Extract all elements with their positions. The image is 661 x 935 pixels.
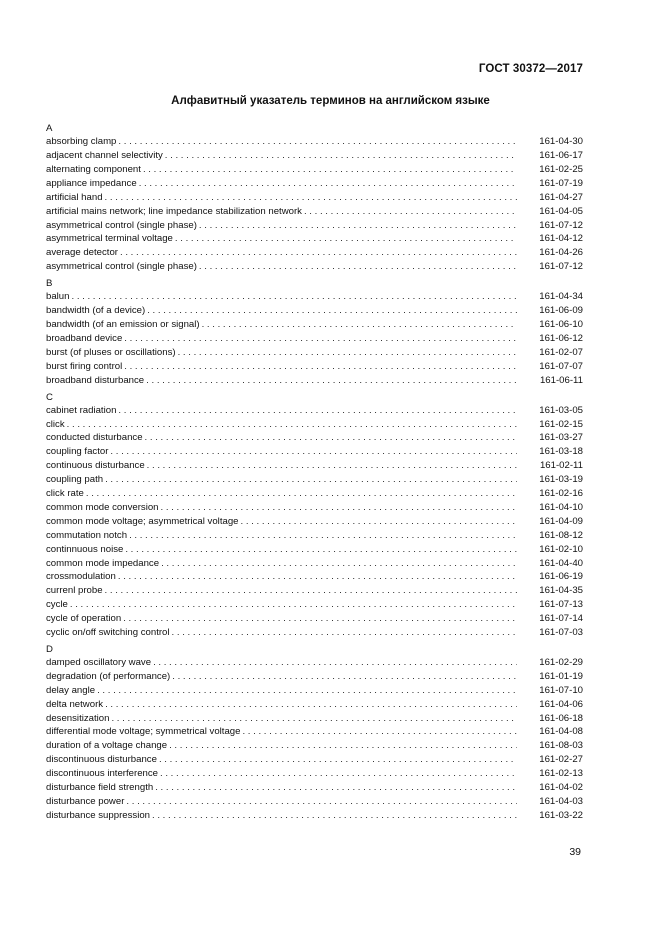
- dot-leader: [241, 515, 518, 529]
- dot-leader: [105, 473, 517, 487]
- alphabetical-index: [46, 119, 583, 823]
- entry-term: discontinuous disturbance: [46, 754, 157, 766]
- entry-code: 161-03-05: [539, 404, 583, 416]
- entry-code: 161-02-16: [539, 488, 583, 500]
- dot-leader: [139, 177, 517, 191]
- entry-term: currenl probe: [46, 585, 103, 597]
- dot-leader: [153, 656, 517, 670]
- entry-code: 161-02-13: [539, 768, 583, 780]
- entry-code: 161-02-25: [539, 163, 583, 175]
- index-entry: [46, 219, 583, 233]
- dot-leader: [118, 570, 517, 584]
- index-entry: [46, 473, 583, 487]
- dot-leader: [175, 232, 517, 246]
- entry-term: cycle: [46, 599, 68, 611]
- entry-code: 161-07-12: [539, 261, 583, 273]
- index-section: [46, 119, 583, 274]
- entry-code: 161-06-11: [539, 374, 583, 386]
- entry-code: 161-07-03: [539, 626, 583, 638]
- dot-leader: [199, 260, 517, 274]
- dot-leader: [118, 404, 517, 418]
- entry-term: duration of a voltage change: [46, 740, 168, 752]
- entry-term: appliance impedance: [46, 177, 137, 189]
- entry-term: coupling factor: [46, 446, 109, 458]
- entry-term: asymmetrical terminal voltage: [46, 233, 173, 245]
- index-entry: [46, 529, 583, 543]
- entry-term: cycle of operation: [46, 613, 122, 625]
- entry-term: continuous disturbance: [46, 460, 145, 472]
- index-entry: [46, 543, 583, 557]
- dot-leader: [97, 684, 517, 698]
- index-entry: [46, 232, 583, 246]
- entry-term: artificial hand: [46, 191, 103, 203]
- index-entry: [46, 487, 583, 501]
- entry-term: continnuous noise: [46, 543, 124, 555]
- index-entry: [46, 346, 583, 360]
- entry-code: 161-02-15: [539, 418, 583, 430]
- index-entry: [46, 753, 583, 767]
- index-entry: [46, 501, 583, 515]
- entry-code: 161-08-12: [539, 529, 583, 541]
- entry-code: 161-04-30: [539, 136, 583, 148]
- entry-term: bandwidth (of an emission or signal): [46, 319, 200, 331]
- dot-leader: [126, 795, 517, 809]
- dot-leader: [105, 191, 517, 205]
- index-section: [46, 640, 583, 823]
- index-entry: [46, 781, 583, 795]
- document-code: ГОСТ 30372—2017: [478, 63, 583, 75]
- index-entry: [46, 205, 583, 219]
- dot-leader: [147, 304, 517, 318]
- entry-code: 161-07-19: [539, 177, 583, 189]
- entry-code: 161-06-09: [539, 305, 583, 317]
- index-entry: [46, 584, 583, 598]
- dot-leader: [129, 529, 517, 543]
- entry-code: 161-04-08: [539, 726, 583, 738]
- dot-leader: [155, 781, 517, 795]
- entry-code: 161-06-17: [539, 150, 583, 162]
- entry-term: coupling path: [46, 474, 104, 486]
- entry-term: click rate: [46, 488, 84, 500]
- entry-term: discontinuous interference: [46, 768, 158, 780]
- section-letter: B: [46, 278, 53, 290]
- index-entry: [46, 191, 583, 205]
- entry-term: balun: [46, 291, 70, 303]
- entry-term: degradation (of performance): [46, 670, 171, 682]
- dot-leader: [160, 767, 517, 781]
- index-entry: [46, 374, 583, 388]
- dot-leader: [178, 346, 517, 360]
- entry-term: alternating component: [46, 163, 141, 175]
- entry-code: 161-04-40: [539, 557, 583, 569]
- index-entry: [46, 515, 583, 529]
- index-entry: [46, 725, 583, 739]
- entry-term: conducted disturbance: [46, 432, 143, 444]
- dot-leader: [161, 557, 517, 571]
- entry-term: common mode conversion: [46, 501, 159, 513]
- index-entry: [46, 767, 583, 781]
- index-entry: [46, 739, 583, 753]
- index-entry: [46, 795, 583, 809]
- index-section: [46, 274, 583, 387]
- page-number: 39: [569, 846, 581, 858]
- index-entry: [46, 304, 583, 318]
- dot-leader: [172, 670, 517, 684]
- index-section: [46, 388, 583, 640]
- entry-term: cyclic on/off switching control: [46, 626, 170, 638]
- entry-term: common mode impedance: [46, 557, 160, 569]
- dot-leader: [146, 374, 517, 388]
- entry-code: 161-04-10: [539, 501, 583, 513]
- dot-leader: [110, 445, 517, 459]
- dot-leader: [145, 431, 517, 445]
- entry-term: delay angle: [46, 684, 96, 696]
- entry-code: 161-04-02: [539, 782, 583, 794]
- index-entry: [46, 431, 583, 445]
- entry-code: 161-06-10: [539, 319, 583, 331]
- index-entry: [46, 418, 583, 432]
- entry-code: 161-03-22: [539, 809, 583, 821]
- entry-term: asymmetrical control (single phase): [46, 219, 197, 231]
- entry-code: 161-01-19: [539, 670, 583, 682]
- entry-code: 161-07-12: [539, 219, 583, 231]
- index-entry: [46, 712, 583, 726]
- entry-term: click: [46, 418, 65, 430]
- entry-code: 161-06-18: [539, 712, 583, 724]
- entry-term: broadband disturbance: [46, 374, 145, 386]
- entry-term: crossmodulation: [46, 571, 116, 583]
- section-letter: D: [46, 643, 53, 655]
- entry-code: 161-04-27: [539, 191, 583, 203]
- index-entry: [46, 445, 583, 459]
- entry-code: 161-03-18: [539, 446, 583, 458]
- entry-code: 161-08-03: [539, 740, 583, 752]
- dot-leader: [304, 205, 517, 219]
- entry-code: 161-04-05: [539, 205, 583, 217]
- entry-code: 161-07-14: [539, 613, 583, 625]
- page-title: Алфавитный указатель терминов на английском языке: [171, 95, 490, 107]
- entry-term: desensitization: [46, 712, 110, 724]
- index-entry: [46, 698, 583, 712]
- entry-term: artificial mains network; line impedance stabilization network: [46, 205, 302, 217]
- index-entry: [46, 626, 583, 640]
- dot-leader: [124, 360, 517, 374]
- index-entry: [46, 149, 583, 163]
- dot-leader: [169, 739, 517, 753]
- index-entry: [46, 135, 583, 149]
- entry-code: 161-06-19: [539, 571, 583, 583]
- dot-leader: [105, 698, 517, 712]
- entry-code: 161-04-12: [539, 233, 583, 245]
- dot-leader: [152, 809, 517, 823]
- dot-leader: [125, 543, 517, 557]
- dot-leader: [242, 725, 517, 739]
- index-entry: [46, 163, 583, 177]
- dot-leader: [161, 501, 517, 515]
- entry-code: 161-04-09: [539, 515, 583, 527]
- index-entry: [46, 177, 583, 191]
- index-entry: [46, 260, 583, 274]
- entry-term: commutation notch: [46, 529, 128, 541]
- dot-leader: [86, 487, 517, 501]
- entry-term: common mode voltage; asymmetrical voltage: [46, 515, 239, 527]
- entry-code: 161-02-29: [539, 657, 583, 669]
- entry-term: asymmetrical control (single phase): [46, 261, 197, 273]
- entry-term: adjacent channel selectivity: [46, 150, 163, 162]
- entry-term: delta network: [46, 698, 104, 710]
- entry-term: bandwidth (of a device): [46, 305, 146, 317]
- entry-code: 161-02-07: [539, 346, 583, 358]
- entry-code: 161-03-19: [539, 474, 583, 486]
- dot-leader: [202, 318, 517, 332]
- index-entry: [46, 570, 583, 584]
- entry-term: cabinet radiation: [46, 404, 117, 416]
- dot-leader: [105, 584, 517, 598]
- section-letter: C: [46, 391, 53, 403]
- entry-code: 161-07-13: [539, 599, 583, 611]
- index-entry: [46, 598, 583, 612]
- entry-term: disturbance suppression: [46, 809, 150, 821]
- entry-code: 161-02-27: [539, 754, 583, 766]
- entry-code: 161-07-07: [539, 360, 583, 372]
- entry-code: 161-04-26: [539, 247, 583, 259]
- entry-code: 161-04-06: [539, 698, 583, 710]
- entry-term: absorbing clamp: [46, 136, 117, 148]
- entry-term: damped oscillatory wave: [46, 657, 152, 669]
- entry-code: 161-02-10: [539, 543, 583, 555]
- dot-leader: [199, 219, 517, 233]
- entry-code: 161-06-12: [539, 332, 583, 344]
- entry-term: burst (of pluses or oscillations): [46, 346, 176, 358]
- dot-leader: [124, 332, 517, 346]
- dot-leader: [165, 149, 517, 163]
- dot-leader: [123, 612, 517, 626]
- index-entry: [46, 360, 583, 374]
- index-entry: [46, 332, 583, 346]
- index-entry: [46, 404, 583, 418]
- dot-leader: [71, 290, 517, 304]
- entry-code: 161-04-03: [539, 795, 583, 807]
- dot-leader: [172, 626, 517, 640]
- entry-term: burst firing control: [46, 360, 123, 372]
- dot-leader: [118, 135, 517, 149]
- index-entry: [46, 670, 583, 684]
- index-entry: [46, 612, 583, 626]
- index-entry: [46, 656, 583, 670]
- dot-leader: [111, 712, 517, 726]
- entry-code: 161-07-10: [539, 684, 583, 696]
- dot-leader: [120, 246, 517, 260]
- index-entry: [46, 684, 583, 698]
- index-entry: [46, 290, 583, 304]
- entry-code: 161-03-27: [539, 432, 583, 444]
- dot-leader: [70, 598, 517, 612]
- index-entry: [46, 246, 583, 260]
- index-entry: [46, 809, 583, 823]
- entry-term: average detector: [46, 247, 118, 259]
- entry-code: 161-04-34: [539, 291, 583, 303]
- entry-code: 161-04-35: [539, 585, 583, 597]
- dot-leader: [147, 459, 517, 473]
- section-letter: A: [46, 123, 53, 134]
- entry-term: broadband device: [46, 332, 123, 344]
- entry-code: 161-02-11: [539, 460, 583, 472]
- dot-leader: [67, 418, 517, 432]
- dot-leader: [159, 753, 517, 767]
- dot-leader: [143, 163, 517, 177]
- entry-term: differential mode voltage; symmetrical voltage: [46, 726, 241, 738]
- entry-term: disturbance power: [46, 795, 125, 807]
- index-entry: [46, 318, 583, 332]
- index-entry: [46, 557, 583, 571]
- entry-term: disturbance field strength: [46, 782, 154, 794]
- index-entry: [46, 459, 583, 473]
